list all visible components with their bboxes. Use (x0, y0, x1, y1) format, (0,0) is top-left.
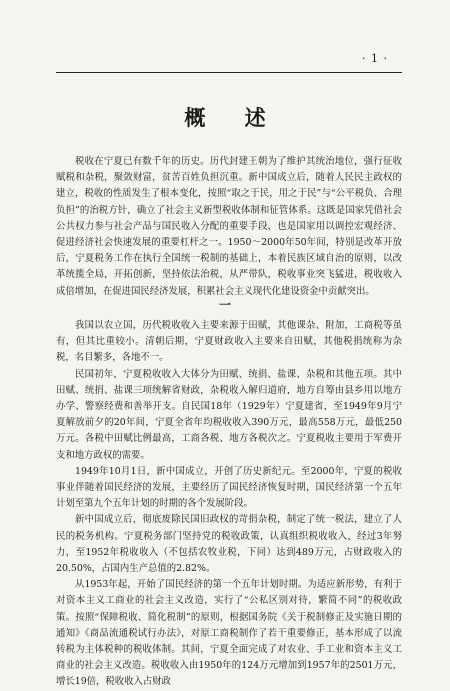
paragraph: 1949年10月1日，新中国成立，开创了历史新纪元。至2000年，宁夏的税收事业伴随着国民经济的发展，主要经历了国民经济恢复时期，国民经济第一个五年计划至第九个五年计划的时期的各个发展阶段。 (56, 465, 402, 510)
section-mark: 一 (218, 298, 231, 312)
page-number: · 1 · (362, 52, 388, 65)
chapter-title: 概 述 (184, 106, 282, 130)
paragraph: 我国以农立国，历代税收收入主要来源于田赋，其他课杂、附加，工商税等虽有，但其比重较小。清朝后期，宁夏财政收入主要来自田赋，其他税捐统称为杂税，名目繁多，各地不一。 (56, 320, 402, 364)
main-text (56, 318, 402, 691)
paragraph: 新中国成立后，彻底废除民国旧政权的苛捐杂税，制定了统一税法，建立了人民的税务机构。宁夏税务部门坚持党的税收政策，认真组织税收收入，经过3年努力，至1952年税收收入（不包括农牧业税，下同）达到489万元，占财政收入的20.50%，占国内生产总值的2.82%。 (56, 514, 402, 575)
paragraph: 从1953年起，开始了国民经济的第一个五年计划时期。为适应新形势，有利于对资本主义工商业的社会主义改造，实行了“公私区别对待，繁简不同”的税收政策。按照“保障税收、简化税制”的原则，根据国务院《关于税制修正及实施日期的通知》《商品流通税试行办法》，对原工商税制作了若干重要修正，基本形成了以流转税为主体税种的税收体制。其间，宁夏全面完成了对农业、手工业和资本主义工商业的社会主义改造。税收收入由1950年的124万元增加到1957年的2501万元，增长19倍，税收收入占财政 (56, 579, 402, 688)
header-rule (56, 72, 402, 73)
intro-text (56, 154, 402, 300)
paragraph: 民国初年，宁夏税收收入大体分为田赋、统捐、盐课、杂税和其他五项。其中田赋、统捐、盐课三项统解省财政，杂税收入解归道府，地方自筹由县乡用以地方办学、警察经费和善举开支。自民国18年（1929年）宁夏建省，至1949年9月宁夏解放前夕的20年间，宁夏全省年均税收收入390万元，最高558万元，最低250万元。各税中田赋比例最高，工商各税、地方各税次之。宁夏税收主要用于军费开支和地方政权的需要。 (56, 368, 402, 461)
paragraph: 税收在宁夏已有数千年的历史。历代封建王朝为了维护其统治地位，强行征收赋税和杂税，聚敛财富，贫苦百姓负担沉重。新中国成立后，随着人民民主政权的建立，税收的性质发生了根本变化，按照“取之于民，用之于民”与“公平税负、合理负担”的治税方针，确立了社会主义新型税收体制和征管体系。这既是国家凭借社会公共权力参与社会产品与国民收入分配的重要手段，也是国家用以调控宏观经济、促进经济社会快速发展的重要杠杆之一。1950～2000年50年间，特别是改革开放后，宁夏税务工作在执行全国统一税制的基础上，本着民族区域自治的原则，以改革统揽全局，开拓创新，坚持依法治税，从严带队，税收事业突飞猛进，税收收入成倍增加，在促进国民经济发展，积累社会主义现代化建设资金中贡献突出。 (56, 156, 402, 297)
